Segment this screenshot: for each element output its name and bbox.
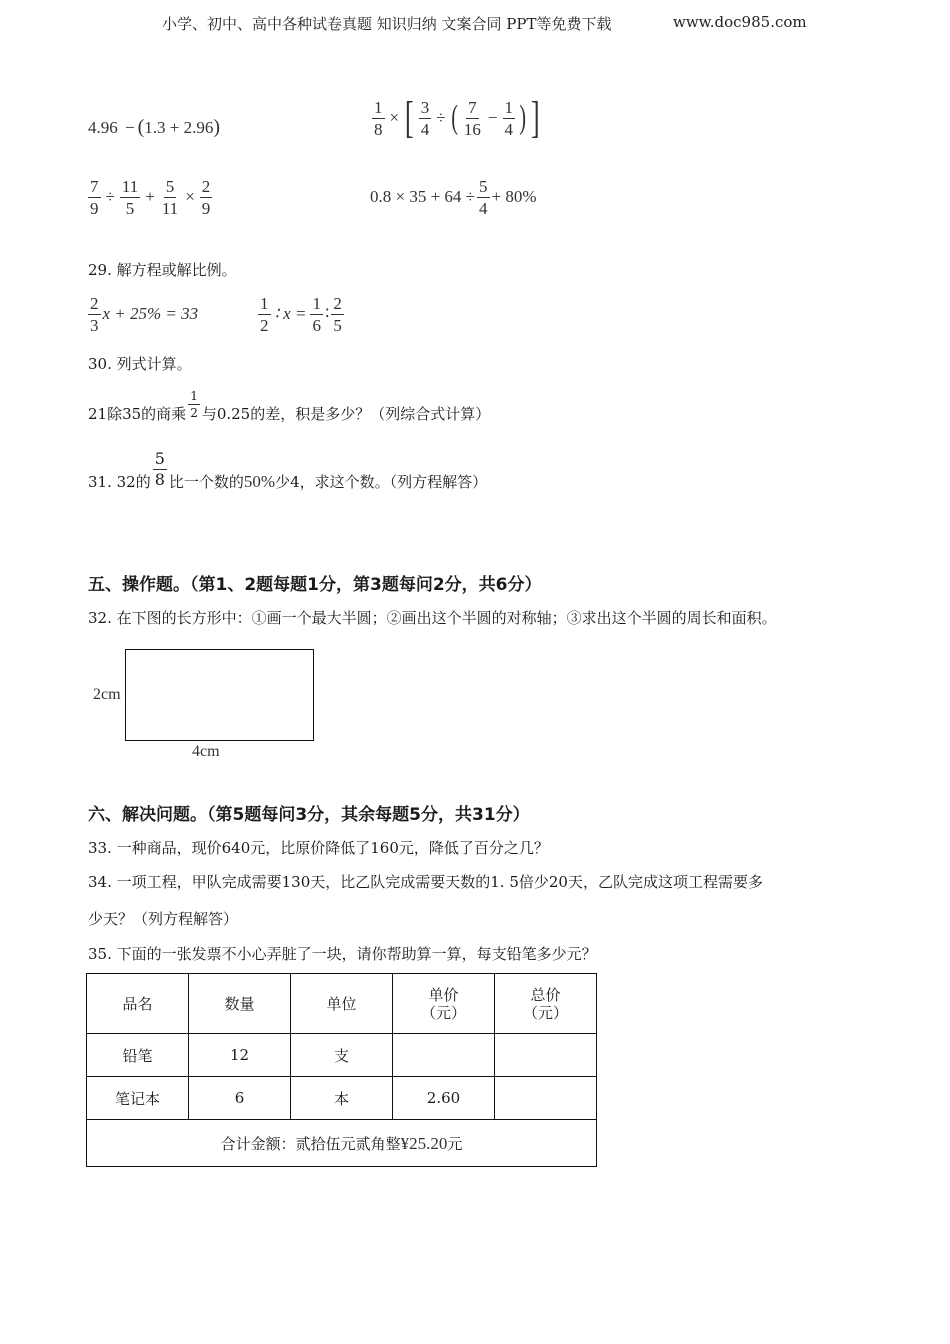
expr-3: $\frac{7}{9}$ ÷ $\frac{11}{5}$ + $\frac{5}{11}$ × $\frac{2}{9}$	[90, 176, 211, 218]
row-1-unit-price	[393, 1034, 495, 1077]
q32-text: 32. 在下图的长方形中：①画一个最大半圆；②画出这个半圆的对称轴；③求出这个半圆的周长和面积。	[88, 609, 777, 627]
expr-2-frac-3: $\frac{7}{16}$	[463, 97, 481, 139]
q29-eq-2	[256, 290, 346, 338]
total-unit: 元	[447, 1134, 463, 1153]
section-5-title: 五、操作题。（第1、2题每题1分，第3题每问2分，共6分）	[88, 575, 542, 595]
expr-3-frac-4: $\frac{2}{9}$	[201, 176, 211, 218]
rect-bottom-label: 4cm	[192, 743, 220, 760]
page-header-url[interactable]: www.doc985.com	[673, 13, 807, 31]
section-6-title: 六、解决问题。（第5题每问3分，其余每题5分，共31分）	[88, 805, 530, 825]
header-quantity: 数量	[189, 974, 291, 1034]
header-unit: 单位	[291, 974, 393, 1034]
row-2-unit-price: 2.60	[393, 1077, 495, 1120]
expr-2-frac-1: $\frac{1}{8}$	[374, 97, 383, 139]
expr-3-frac-1: $\frac{7}{9}$	[90, 176, 99, 218]
q29-eq-1-frac: $\frac{2}{3}$	[90, 293, 99, 335]
q31-mid: 比一个数的	[168, 473, 244, 491]
header-unit-price: 单价 （元）	[393, 974, 495, 1034]
q31-pct: 50%	[243, 472, 276, 491]
q30-pre: 21除35的商乘	[88, 405, 187, 423]
q30-label: 30. 列式计算。	[88, 355, 192, 373]
q29-eq-2-mid: ∶ x =	[274, 304, 307, 323]
row-2-product: 笔记本	[87, 1077, 189, 1120]
expr-1-op: −	[125, 118, 135, 137]
rectangle-figure	[125, 649, 314, 741]
expr-4-frac: $\frac{5}{4}$	[479, 176, 488, 218]
invoice-header-row	[87, 974, 597, 1034]
header-product: 品名	[87, 974, 189, 1034]
header-total-price: 总价 （元）	[495, 974, 597, 1034]
expr-1: 4.96 − (1.3 + 2.96)	[88, 116, 221, 138]
expr-1-inner: 1.3 + 2.96	[144, 118, 214, 137]
q29-eq-2-frac-1: $\frac{1}{2}$	[260, 293, 269, 335]
total-amount: ¥25.20	[400, 1133, 448, 1153]
expr-4-pre: 0.8 × 35 + 64 ÷	[370, 187, 476, 206]
q29-eq-2-colon: ∶	[324, 304, 330, 323]
rect-side-label: 2cm	[93, 686, 121, 703]
q29-eq-1-rest: x + 25% = 33	[102, 304, 199, 323]
page-header-left: 小学、初中、高中各种试卷真题 知识归纳 文案合同 PPT等免费下载	[162, 15, 612, 33]
q31-post: 少4，求这个数。（列方程解答）	[275, 473, 488, 491]
row-2-total-price	[495, 1077, 597, 1120]
expr-1-a: 4.96	[88, 118, 118, 137]
q29-eq-2-frac-2: $\frac{1}{6}$	[312, 293, 321, 335]
invoice-table	[86, 973, 597, 1167]
q33-text: 33. 一种商品，现价640元，比原价降低了160元，降低了百分之几？	[88, 839, 549, 857]
q34-line-2: 少天？（列方程解答）	[88, 910, 239, 928]
q30-frac: $\frac{1}{2}$	[190, 388, 198, 420]
row-1-quantity: 12	[189, 1034, 291, 1077]
q31-problem	[88, 446, 487, 492]
expr-2: $\frac{1}{8}$ × [ $\frac{3}{4}$ ÷ ( $\frac{7}{16}$ − $\frac{1}{4}$ ) ]	[374, 93, 541, 142]
row-2-quantity: 6	[189, 1077, 291, 1120]
q30-post: 与0.25的差，积是多少？（列综合式计算）	[201, 405, 491, 423]
q29-eq-2-frac-3: $\frac{2}{5}$	[333, 293, 342, 335]
q31-pre: 31. 32的	[88, 473, 151, 491]
expr-2-frac-2: $\frac{3}{4}$	[420, 97, 430, 139]
q31-frac: $\frac{5}{8}$	[154, 448, 165, 489]
expr-3-frac-3: $\frac{5}{11}$	[161, 176, 179, 218]
total-prefix: 合计金额：贰拾伍元贰角整	[220, 1134, 401, 1153]
expr-2-frac-4: $\frac{1}{4}$	[504, 97, 514, 139]
table-row	[87, 1077, 597, 1120]
row-2-unit: 本	[291, 1077, 393, 1120]
expr-4	[370, 173, 537, 221]
q29-label: 29. 解方程或解比例。	[88, 261, 237, 279]
table-row	[87, 1034, 597, 1077]
expr-3-frac-2: $\frac{11}{5}$	[121, 176, 139, 218]
row-1-product: 铅笔	[87, 1034, 189, 1077]
expr-4-post: + 80%	[491, 187, 537, 206]
row-1-total-price	[495, 1034, 597, 1077]
invoice-total-cell	[87, 1120, 597, 1167]
q35-text: 35. 下面的一张发票不小心弄脏了一块，请你帮助算一算，每支铅笔多少元？	[88, 945, 597, 963]
q30-problem	[88, 384, 490, 424]
invoice-total-row	[87, 1120, 597, 1167]
q29-eq-1	[86, 290, 198, 338]
row-1-unit: 支	[291, 1034, 393, 1077]
q34-line-1: 34. 一项工程，甲队完成需要130天，比乙队完成需要天数的1. 5倍少20天，乙队完成这项工程需要多	[88, 873, 763, 891]
